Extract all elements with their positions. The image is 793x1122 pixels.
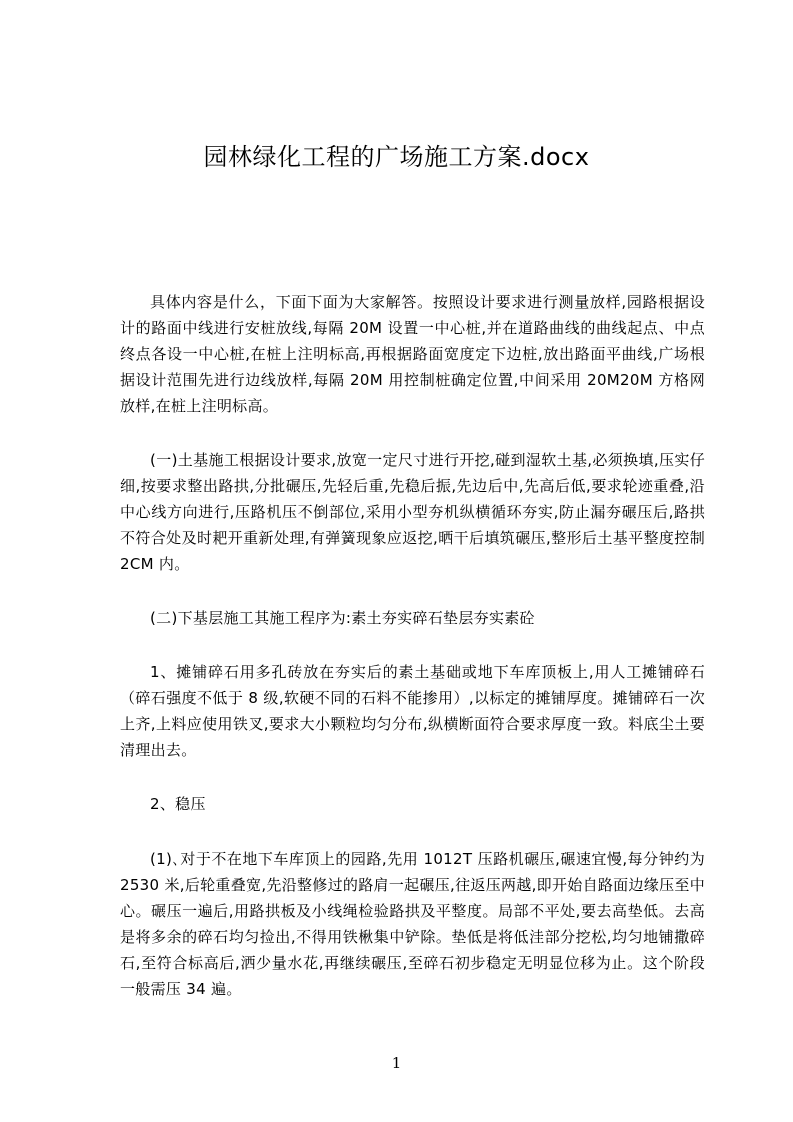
paragraph-rolling: (1)､对于不在地下车库顶上的园路,先用 1012T 压路机碾压,碾速宜慢,每分钟约为 2530 米,后轮重叠宽,先沿整修过的路肩一起碾压,往返压两越,即开始自路面边缘压至中心。碾压一遍后,用路拱板及小线绳检验路拱及平整度。局部不平处,要去高垫低。去高是将多余的碎石均匀捡出,不得用铁楸集中铲除。垫低是将低洼部分挖松,均匀地铺撒碎石,至符合标高后,洒少量水花,再继续碾压,至碎石初步稳定无明显位移为止。这个阶段一般需压 34 遍。 [120, 850, 705, 998]
paragraph-intro: 具体内容是什么，下面下面为大家解答。按照设计要求进行测量放样,园路根据设计的路面中线进行安桩放线,每隔 20M 设置一中心桩,并在道路曲线的曲线起点、中点终点各设一中心桩,在桩上注明标高,再根据路面宽度定下边桩,放出路面平曲线,广场根据设计范围先进行边线放样,每隔 20M 用控制桩确定位置,中间采用 20M20M 方格网放样,在桩上注明标高。 [120, 293, 705, 415]
paragraph-gravel-spreading: 1、摊铺碎石用多孔砖放在夯实后的素土基础或地下车库顶板上,用人工摊铺碎石（碎石强度不低于 8 级,软硬不同的石料不能掺用）,以标定的摊铺厚度。摊铺碎石一次上齐,上料应使用铁叉,要求大小颗粒均匀分布,纵横断面符合要求厚度一致。料底尘土要清理出去。 [120, 663, 705, 759]
page-number: 1 [391, 1054, 402, 1072]
paragraph-stabilizing-heading: 2、稳压 [150, 795, 206, 813]
paragraph-subgrade: (一)土基施工根据设计要求,放宽一定尺寸进行开挖,碰到湿软土基,必须换填,压实仔细,按要求整出路拱,分批碾压,先轻后重,先稳后振,先边后中,先高后低,要求轮迹重叠,沿中心线方向进行,压路机压不倒部位,采用小型夯机纵横循环夯实,防止漏夯碾压后,路拱不符合处及时耙开重新处理,有弹簧现象应返挖,晒干后填筑碾压,整形后土基平整度控制 2CM 内。 [120, 451, 705, 573]
paragraph-lower-base-heading: (二)下基层施工其施工程序为:素土夯实碎石垫层夯实素砼 [150, 609, 535, 627]
document-title: 园林绿化工程的广场施工方案.docx [203, 143, 590, 171]
